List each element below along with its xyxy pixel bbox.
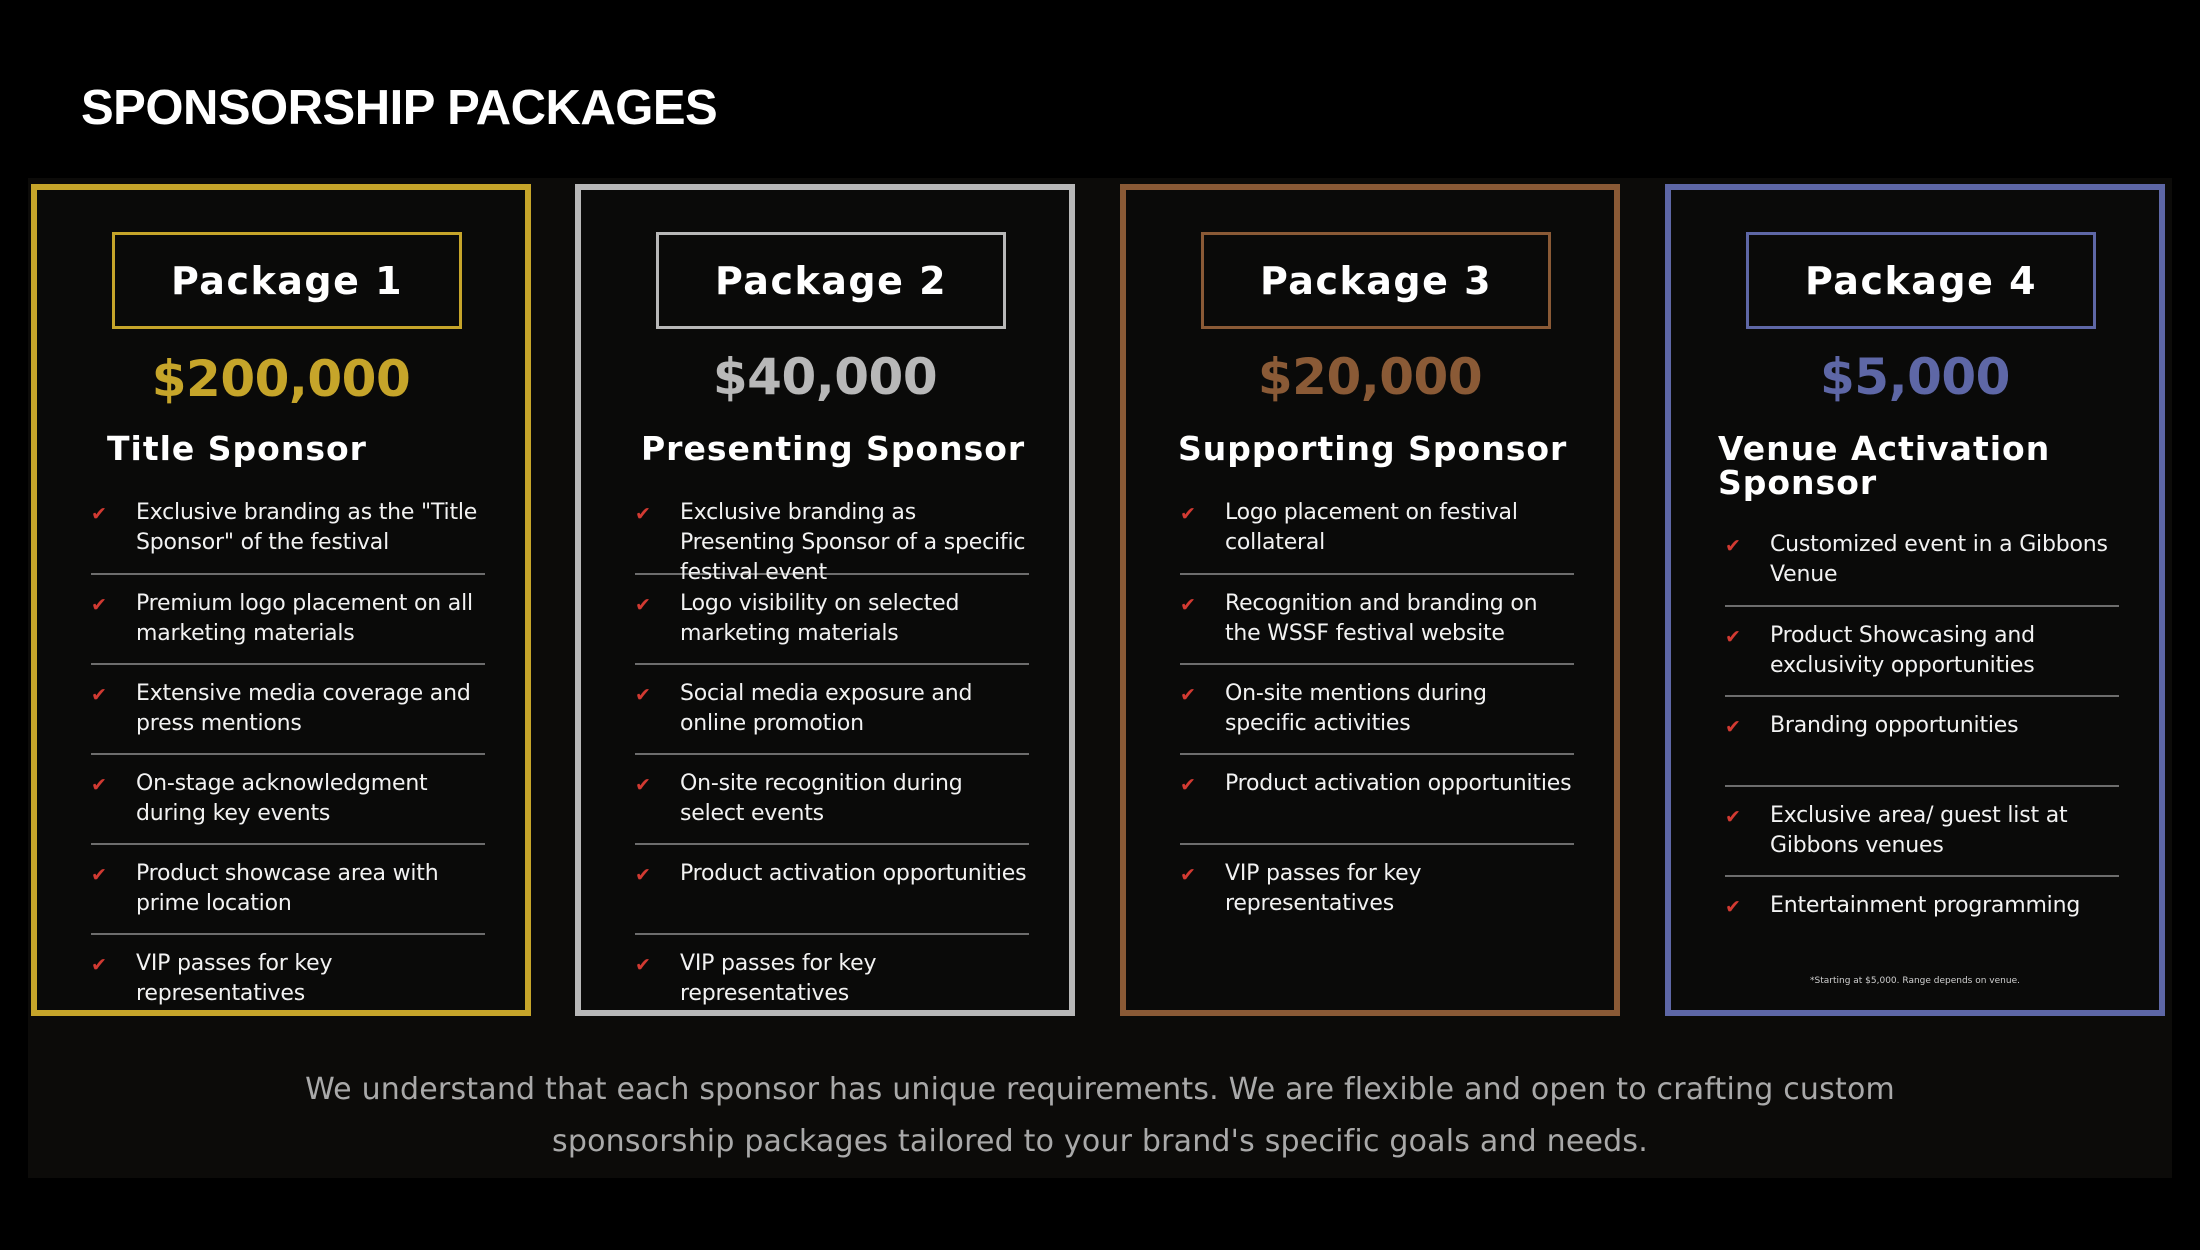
package-footnote: *Starting at $5,000. Range depends on venue.	[1810, 976, 2020, 986]
feature-list	[1180, 498, 1574, 935]
feature-text: Customized event in a Gibbons Venue	[1770, 532, 2108, 587]
package-card-1	[31, 184, 531, 1016]
check-icon: ✔	[1725, 896, 1741, 918]
check-icon: ✔	[635, 774, 651, 796]
check-icon: ✔	[1725, 535, 1741, 557]
feature-item	[635, 935, 1029, 1025]
package-name: Package 1	[112, 232, 462, 329]
check-icon: ✔	[635, 503, 651, 525]
feature-text: Product activation opportunities	[680, 861, 1027, 886]
custom-packages-note	[28, 1064, 2172, 1168]
feature-text: Exclusive area/ guest list at Gibbons venues	[1770, 803, 2068, 858]
feature-list	[635, 498, 1029, 1025]
feature-text: Product activation opportunities	[1225, 771, 1572, 796]
feature-item	[1180, 845, 1574, 935]
feature-item	[1180, 755, 1574, 845]
check-icon: ✔	[635, 954, 651, 976]
check-icon: ✔	[1180, 864, 1196, 886]
feature-text: VIP passes for key representatives	[680, 951, 877, 1006]
package-name: Package 4	[1746, 232, 2096, 329]
feature-text: Entertainment programming	[1770, 893, 2081, 918]
feature-text: On-stage acknowledgment during key events	[136, 771, 428, 826]
feature-text: Exclusive branding as Presenting Sponsor of a specific festival event	[680, 500, 1026, 585]
feature-item	[635, 575, 1029, 665]
check-icon: ✔	[91, 594, 107, 616]
check-icon: ✔	[635, 864, 651, 886]
feature-item	[1725, 607, 2119, 697]
feature-item	[1725, 697, 2119, 787]
feature-text: Premium logo placement on all marketing materials	[136, 591, 473, 646]
package-price: $40,000	[712, 348, 938, 406]
check-icon: ✔	[91, 954, 107, 976]
feature-item	[635, 665, 1029, 755]
feature-item	[1725, 877, 2119, 967]
feature-text: VIP passes for key representatives	[1225, 861, 1422, 916]
feature-item	[91, 665, 485, 755]
check-icon: ✔	[91, 503, 107, 525]
feature-item	[635, 498, 1029, 585]
page-title: SPONSORSHIP PACKAGES	[81, 81, 718, 135]
check-icon: ✔	[1180, 684, 1196, 706]
feature-text: On-site mentions during specific activities	[1225, 681, 1487, 736]
feature-item	[1725, 787, 2119, 877]
feature-item	[91, 755, 485, 845]
feature-text: Branding opportunities	[1770, 713, 2019, 738]
feature-text: Logo visibility on selected marketing materials	[680, 591, 960, 646]
feature-text: Extensive media coverage and press mentions	[136, 681, 471, 736]
feature-item	[1180, 498, 1574, 575]
package-price: $20,000	[1257, 348, 1483, 406]
feature-text: On-site recognition during select events	[680, 771, 963, 826]
feature-text: Exclusive branding as the "Title Sponsor" of the festival	[136, 500, 478, 555]
check-icon: ✔	[91, 864, 107, 886]
feature-item	[1180, 665, 1574, 755]
check-icon: ✔	[1180, 774, 1196, 796]
package-card-4	[1665, 184, 2165, 1016]
check-icon: ✔	[91, 774, 107, 796]
feature-item	[635, 755, 1029, 845]
feature-text: Logo placement on festival collateral	[1225, 500, 1518, 555]
feature-list	[91, 498, 485, 1025]
feature-text: Product showcase area with prime location	[136, 861, 439, 916]
check-icon: ✔	[91, 684, 107, 706]
feature-text: Product Showcasing and exclusivity opportunities	[1770, 623, 2035, 678]
feature-text: VIP passes for key representatives	[136, 951, 333, 1006]
package-price: $5,000	[1820, 348, 2010, 406]
package-tier: Title Sponsor	[107, 429, 367, 468]
custom-packages-note-line-1: We understand that each sponsor has unique requirements. We are flexible and open to crafting custom	[305, 1072, 1895, 1107]
package-name: Package 3	[1201, 232, 1551, 329]
feature-item	[91, 498, 485, 575]
feature-text: Recognition and branding on the WSSF festival website	[1225, 591, 1538, 646]
feature-item	[91, 575, 485, 665]
package-card-2	[575, 184, 1075, 1016]
check-icon: ✔	[1725, 806, 1741, 828]
feature-item	[1180, 575, 1574, 665]
package-tier: Presenting Sponsor	[641, 429, 1026, 468]
check-icon: ✔	[635, 684, 651, 706]
package-tier: Supporting Sponsor	[1178, 429, 1568, 468]
package-name: Package 2	[656, 232, 1006, 329]
check-icon: ✔	[1725, 626, 1741, 648]
package-tier: Venue Activation Sponsor	[1718, 429, 2051, 502]
check-icon: ✔	[1725, 716, 1741, 738]
package-card-3	[1120, 184, 1620, 1016]
feature-item	[1725, 530, 2119, 607]
feature-item	[635, 845, 1029, 935]
feature-text: Social media exposure and online promotion	[680, 681, 973, 736]
check-icon: ✔	[1180, 503, 1196, 525]
feature-item	[91, 935, 485, 1025]
check-icon: ✔	[635, 594, 651, 616]
custom-packages-note-line-2: sponsorship packages tailored to your brand's specific goals and needs.	[552, 1124, 1648, 1159]
package-price: $200,000	[151, 350, 411, 408]
check-icon: ✔	[1180, 594, 1196, 616]
feature-item	[91, 845, 485, 935]
feature-list	[1725, 530, 2119, 967]
